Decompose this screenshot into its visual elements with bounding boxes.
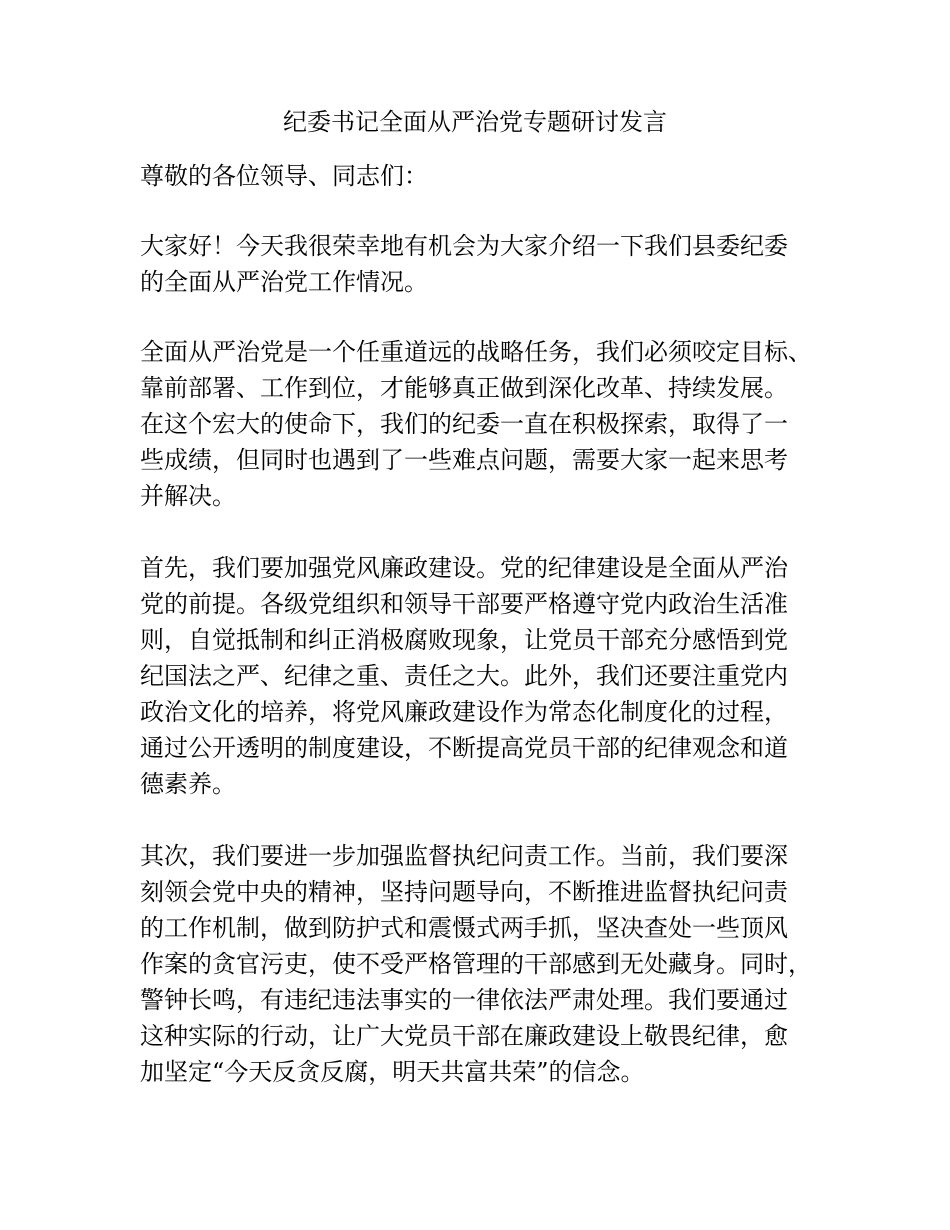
paragraph-line: 刻领会党中央的精神，坚持问题导向，不断推进监督执纪问责 (140, 878, 788, 906)
paragraph-line: 在这个宏大的使命下，我们的纪委一直在积极探索，取得了一 (140, 410, 788, 438)
paragraph-line: 加坚定“今天反贪反腐，明天共富共荣”的信念。 (140, 1058, 645, 1086)
document-title: 纪委书记全面从严治党专题研讨发言 (283, 108, 667, 136)
paragraph-line: 的工作机制，做到防护式和震慑式两手抓，坚决查处一些顶风 (140, 914, 788, 942)
paragraph-line: 则，自觉抵制和纠正消极腐败现象，让党员干部充分感悟到党 (140, 626, 788, 654)
paragraph-line: 全面从严治党是一个任重道远的战略任务，我们必须咬定目标、 (140, 338, 812, 366)
paragraph-line: 些成绩，但同时也遇到了一些难点问题，需要大家一起来思考 (140, 446, 788, 474)
paragraph-line: 作案的贪官污吏，使不受严格管理的干部感到无处藏身。同时， (140, 950, 812, 978)
paragraph-line: 政治文化的培养，将党风廉政建设作为常态化制度化的过程， (140, 698, 788, 726)
paragraph-line: 这种实际的行动，让广大党员干部在廉政建设上敬畏纪律，愈 (140, 1022, 788, 1050)
paragraph-line: 纪国法之严、纪律之重、责任之大。此外，我们还要注重党内 (140, 662, 788, 690)
paragraph-line: 德素养。 (140, 770, 236, 798)
paragraph-line: 首先，我们要加强党风廉政建设。党的纪律建设是全面从严治 (140, 554, 788, 582)
paragraph-line: 通过公开透明的制度建设，不断提高党员干部的纪律观念和道 (140, 734, 788, 762)
paragraph-line: 党的前提。各级党组织和领导干部要严格遵守党内政治生活准 (140, 590, 788, 618)
paragraph-line: 靠前部署、工作到位，才能够真正做到深化改革、持续发展。 (140, 374, 788, 402)
paragraph-line: 的全面从严治党工作情况。 (140, 268, 428, 296)
paragraph-line: 其次，我们要进一步加强监督执纪问责工作。当前，我们要深 (140, 842, 788, 870)
salutation: 尊敬的各位领导、同志们： (140, 162, 428, 190)
paragraph-line: 大家好！今天我很荣幸地有机会为大家介绍一下我们县委纪委 (140, 232, 788, 260)
paragraph-line: 并解决。 (140, 482, 236, 510)
paragraph-line: 警钟长鸣，有违纪违法事实的一律依法严肃处理。我们要通过 (140, 986, 788, 1014)
